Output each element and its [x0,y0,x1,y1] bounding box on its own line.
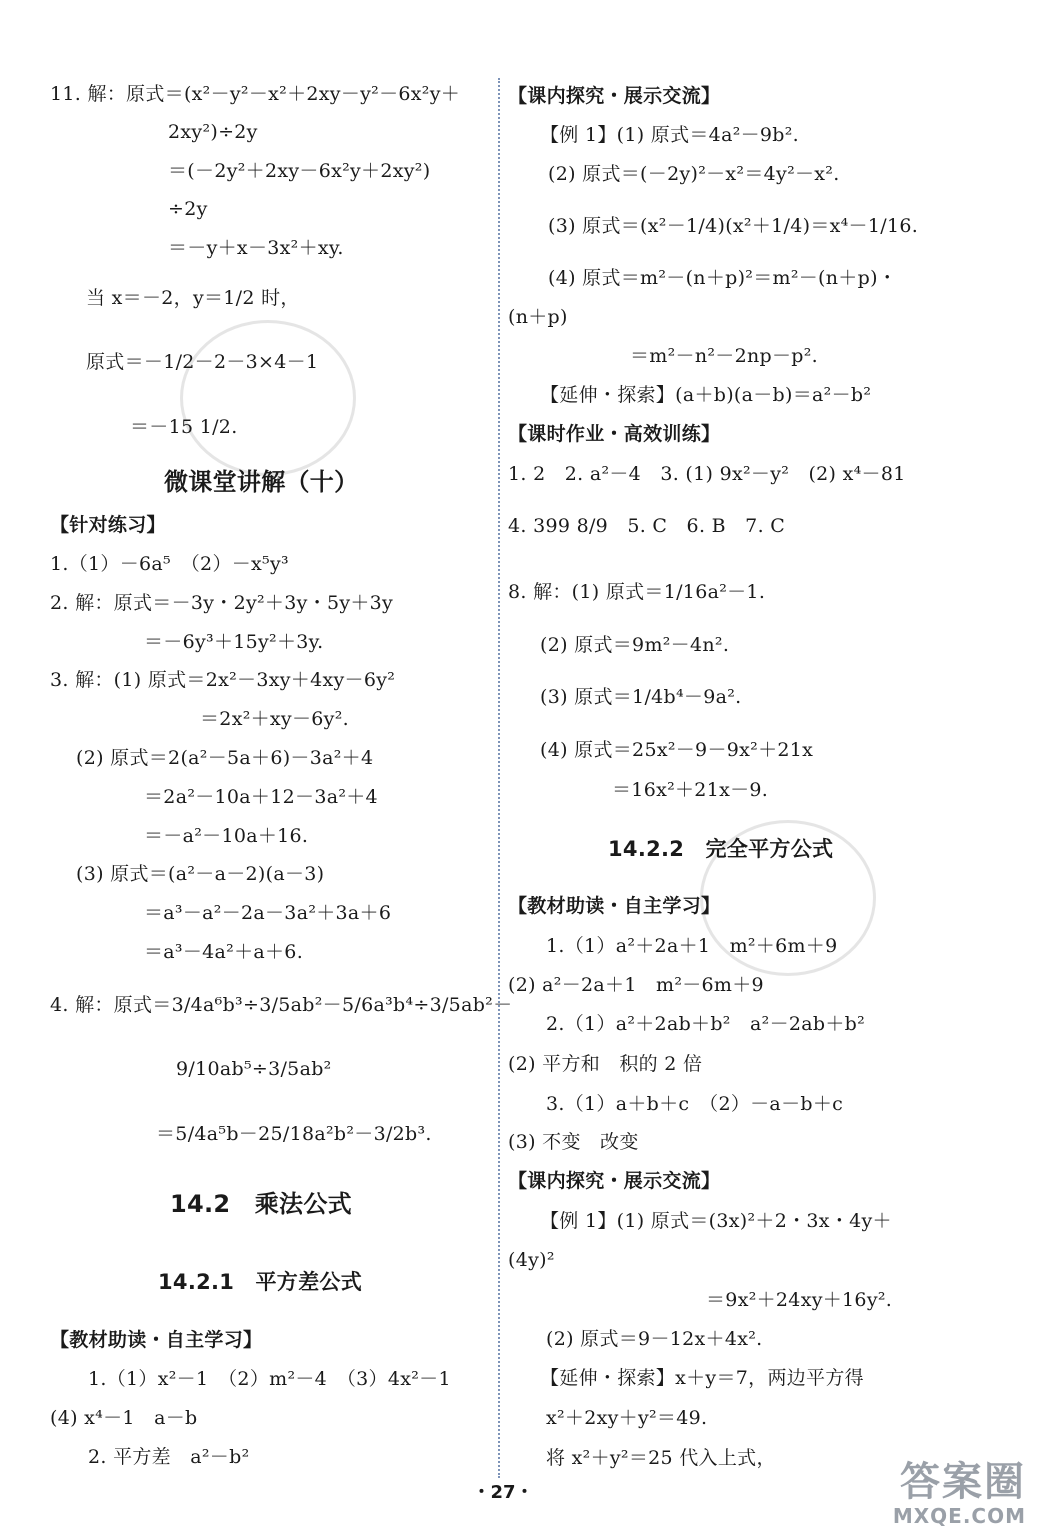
text-line: (2) 原式＝2(a²－5a＋6)－3a²＋4 [76,747,374,769]
section-subtitle: 14.2.2 完全平方公式 [608,837,834,861]
text-line: 【延伸・探索】(a＋b)(a－b)＝a²－b² [540,384,872,406]
text-line: (2) 原式＝9m²－4n². [540,634,730,656]
text-line: ＝－a²－10a＋16. [144,825,309,847]
text-line: (2) 原式＝(－2y)²－x²＝4y²－x². [548,163,840,185]
text-line: (4) 原式＝25x²－9－9x²＋21x [540,739,814,761]
text-line: (3) 原式＝(x²－1/4)(x²＋1/4)＝x⁴－1/16. [548,215,919,237]
text-line: (4) x⁴－1 a－b [50,1407,198,1429]
watermark-logo [893,1460,1026,1528]
text-line: 11. 解：原式＝(x²－y²－x²＋2xy－y²－6x²y＋ [50,83,461,105]
text-line: 【例 1】(1) 原式＝(3x)²＋2・3x・4y＋ [540,1210,892,1232]
text-line: 2. 平方差 a²－b² [88,1446,250,1468]
text-line: 3.（1）a＋b＋c （2）－a－b＋c [546,1093,844,1115]
text-line: ＝－y＋x－3x²＋xy. [168,237,344,259]
text-line: ＝16x²＋21x－9. [612,779,769,801]
text-line: 将 x²＋y²＝25 代入上式， [546,1447,776,1469]
text-line: ＝(－2y²＋2xy－6x²y＋2xy²) [168,160,431,182]
text-line: (4y)² [508,1249,555,1271]
text-line: (3) 原式＝(a²－a－2)(a－3) [76,863,325,885]
stamp-mark [180,320,356,476]
text-line: (3) 不变 改变 [508,1131,639,1153]
text-line: 9/10ab⁵÷3/5ab² [176,1058,332,1080]
text-line: x²＋2xy＋y²＝49. [546,1407,708,1429]
text-line: 2. 解：原式＝－3y・2y²＋3y・5y＋3y [50,592,394,614]
text-line: 当 x＝－2，y＝1/2 时， [86,287,300,309]
text-line: 1. 2 2. a²－4 3. (1) 9x²－y² (2) x⁴－81 [508,463,906,485]
text-line: 2.（1）a²＋2ab＋b² a²－2ab＋b² [546,1013,866,1035]
text-line: 2xy²)÷2y [168,121,258,143]
page-number: ・27・ [472,1482,534,1503]
watermark-text: 答案圈 [900,1459,1026,1505]
text-line: ＝2x²＋xy－6y². [200,708,349,730]
section-label: 【教材助读・自主学习】 [50,1329,263,1351]
text-line: (2) 平方和 积的 2 倍 [508,1053,703,1075]
text-line: 8. 解：(1) 原式＝1/16a²－1. [508,581,766,603]
text-line: ＝－15 1/2. [130,416,238,438]
text-line: 4. 399 8/9 5. C 6. B 7. C [508,515,786,537]
text-line: 3. 解：(1) 原式＝2x²－3xy＋4xy－6y² [50,669,396,691]
section-title: 14.2 乘法公式 [170,1190,352,1218]
text-line: ＝9x²＋24xy＋16y². [706,1289,893,1311]
section-label: 【课时作业・高效训练】 [508,423,721,445]
text-line: ＝2a²－10a＋12－3a²＋4 [144,786,378,808]
section-title: 微课堂讲解（十） [164,468,359,496]
section-label: 【课内探究・展示交流】 [508,1170,721,1192]
text-line: (2) 原式＝9－12x＋4x². [546,1328,763,1350]
text-line: 1.（1）－6a⁵ （2）－x⁵y³ [50,553,289,575]
text-line: (3) 原式＝1/4b⁴－9a². [540,686,742,708]
text-line: (4) 原式＝m²－(n＋p)²＝m²－(n＋p)・ [548,267,898,289]
text-line: ÷2y [168,198,208,220]
section-label: 【课内探究・展示交流】 [508,85,721,107]
section-label: 【教材助读・自主学习】 [508,895,721,917]
section-label: 【针对练习】 [50,514,166,536]
text-line: 1.（1）a²＋2a＋1 m²＋6m＋9 [546,935,838,957]
column-divider [498,78,500,1478]
text-line: ＝5/4a⁵b－25/18a²b²－3/2b³. [156,1123,432,1145]
text-line: 4. 解：原式＝3/4a⁶b³÷3/5ab²－5/6a³b⁴÷3/5ab²－ [50,994,513,1016]
text-line: ＝－6y³＋15y²＋3y. [144,631,324,653]
text-line: 原式＝－1/2－2－3×4－1 [86,351,319,373]
text-line: 【例 1】(1) 原式＝4a²－9b². [540,124,800,146]
section-subtitle: 14.2.1 平方差公式 [158,1270,363,1294]
text-line: ＝a³－a²－2a－3a²＋3a＋6 [144,902,392,924]
text-line: (2) a²－2a＋1 m²－6m＋9 [508,974,764,996]
text-line: 1.（1）x²－1 （2）m²－4 （3）4x²－1 [88,1368,451,1390]
text-line: ＝m²－n²－2np－p². [630,345,818,367]
text-line: ＝a³－4a²＋a＋6. [144,941,304,963]
text-line: 【延伸・探索】x＋y＝7，两边平方得 [540,1367,864,1389]
text-line: (n＋p) [508,306,568,328]
watermark-url: MXQE.COM [892,1504,1026,1528]
